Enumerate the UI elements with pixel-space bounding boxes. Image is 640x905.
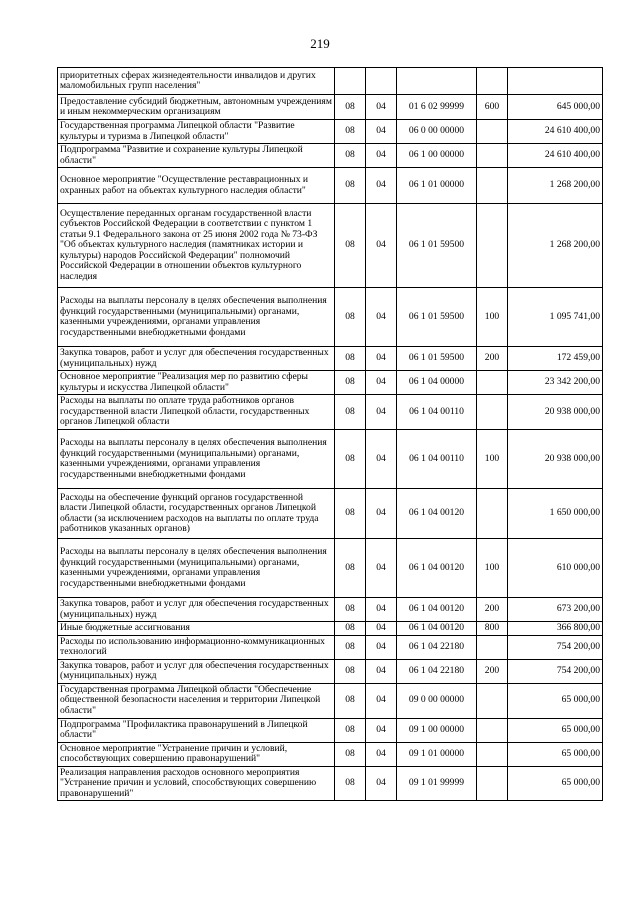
row-expense-type-cell: 800 [477, 622, 508, 636]
row-section-cell: 08 [335, 635, 366, 659]
row-section-cell: 08 [335, 598, 366, 622]
row-amount-cell: 20 938 000,00 [508, 395, 603, 430]
row-amount-cell: 1 095 741,00 [508, 288, 603, 347]
row-expense-type-cell [477, 742, 508, 766]
row-target-article-cell [397, 68, 477, 95]
row-amount-cell: 754 200,00 [508, 635, 603, 659]
row-target-article-cell: 06 1 04 00000 [397, 371, 477, 395]
row-name-cell: Расходы на обеспечение функций органов государственной власти Липецкой области, государственных органов Липецкой области (за исключением расходов на выплаты по оплате труда работников указанных органов) [58, 489, 335, 539]
table-row [58, 622, 603, 636]
row-subsection-cell: 04 [366, 683, 397, 718]
row-name-cell: приоритетных сферах жизнедеятельности инвалидов и других маломобильных групп населения" [58, 68, 335, 95]
row-target-article-cell: 09 1 01 00000 [397, 742, 477, 766]
row-amount-cell: 65 000,00 [508, 742, 603, 766]
table-row [58, 598, 603, 622]
row-expense-type-cell [477, 144, 508, 168]
row-subsection-cell: 04 [366, 288, 397, 347]
row-amount-cell: 65 000,00 [508, 718, 603, 742]
row-subsection-cell: 04 [366, 489, 397, 539]
row-amount-cell: 1 268 200,00 [508, 168, 603, 204]
row-name-cell: Расходы на выплаты по оплате труда работников органов государственной власти Липецкой области, государственных органов Липецкой области [58, 395, 335, 430]
row-name-cell: Расходы по использованию информационно-коммуникационных технологий [58, 635, 335, 659]
row-expense-type-cell: 600 [477, 95, 508, 120]
row-expense-type-cell: 200 [477, 598, 508, 622]
row-target-article-cell: 06 1 01 59500 [397, 288, 477, 347]
row-amount-cell: 1 268 200,00 [508, 204, 603, 288]
row-section-cell: 08 [335, 718, 366, 742]
row-expense-type-cell [477, 489, 508, 539]
table-row [58, 204, 603, 288]
row-subsection-cell: 04 [366, 598, 397, 622]
row-target-article-cell: 06 1 04 00110 [397, 395, 477, 430]
row-section-cell: 08 [335, 395, 366, 430]
row-subsection-cell: 04 [366, 718, 397, 742]
row-section-cell: 08 [335, 430, 366, 489]
row-name-cell: Расходы на выплаты персоналу в целях обеспечения выполнения функций государственными (муниципальными) органами, казенными учреждениями, органами управления государственными внебюджетными фондами [58, 430, 335, 489]
row-name-cell: Государственная программа Липецкой области "Развитие культуры и туризма в Липецкой области" [58, 120, 335, 144]
budget-table [57, 67, 603, 801]
table-row [58, 371, 603, 395]
table-row [58, 288, 603, 347]
table-row [58, 95, 603, 120]
row-subsection-cell: 04 [366, 766, 397, 801]
row-subsection-cell: 04 [366, 395, 397, 430]
row-name-cell: Государственная программа Липецкой области "Обеспечение общественной безопасности населения и территории Липецкой области" [58, 683, 335, 718]
row-subsection-cell: 04 [366, 742, 397, 766]
row-target-article-cell: 06 1 00 00000 [397, 144, 477, 168]
table-row [58, 144, 603, 168]
row-name-cell: Основное мероприятие "Устранение причин и условий, способствующих совершению правонарушений" [58, 742, 335, 766]
row-section-cell [335, 68, 366, 95]
table-row [58, 635, 603, 659]
row-expense-type-cell: 100 [477, 288, 508, 347]
row-section-cell: 08 [335, 766, 366, 801]
table-row [58, 683, 603, 718]
row-name-cell: Основное мероприятие "Осуществление реставрационных и охранных работ на объектах культурного наследия области" [58, 168, 335, 204]
row-expense-type-cell: 100 [477, 539, 508, 598]
row-section-cell: 08 [335, 120, 366, 144]
row-section-cell: 08 [335, 489, 366, 539]
row-expense-type-cell: 200 [477, 659, 508, 683]
row-section-cell: 08 [335, 371, 366, 395]
row-subsection-cell: 04 [366, 95, 397, 120]
row-section-cell: 08 [335, 144, 366, 168]
row-name-cell: Предоставление субсидий бюджетным, автономным учреждениям и иным некоммерческим организациям [58, 95, 335, 120]
row-amount-cell: 366 800,00 [508, 622, 603, 636]
row-section-cell: 08 [335, 95, 366, 120]
row-expense-type-cell [477, 718, 508, 742]
row-amount-cell: 20 938 000,00 [508, 430, 603, 489]
table-row [58, 742, 603, 766]
row-target-article-cell: 06 1 01 00000 [397, 168, 477, 204]
row-amount-cell: 645 000,00 [508, 95, 603, 120]
row-amount-cell: 24 610 400,00 [508, 120, 603, 144]
table-row [58, 68, 603, 95]
row-name-cell: Осуществление переданных органам государственной власти субъектов Российской Федерации в соответствии с пунктом 1 статьи 9.1 Федерального закона от 25 июня 2002 года № 73-ФЗ "Об объектах культурного наследия (памятниках истории и культуры) народов Российской Федерации" полномочий Российской Федерации в отношении объектов культурного наследия [58, 204, 335, 288]
table-row [58, 718, 603, 742]
table-row [58, 395, 603, 430]
row-target-article-cell: 01 6 02 99999 [397, 95, 477, 120]
row-amount-cell [508, 68, 603, 95]
row-target-article-cell: 09 1 01 99999 [397, 766, 477, 801]
row-name-cell: Иные бюджетные ассигнования [58, 622, 335, 636]
row-amount-cell: 172 459,00 [508, 347, 603, 371]
row-name-cell: Подпрограмма "Профилактика правонарушений в Липецкой области" [58, 718, 335, 742]
row-name-cell: Основное мероприятие "Реализация мер по развитию сферы культуры и искусства Липецкой области" [58, 371, 335, 395]
page-number: 219 [310, 36, 330, 51]
row-section-cell: 08 [335, 204, 366, 288]
row-section-cell: 08 [335, 659, 366, 683]
row-target-article-cell: 06 1 01 59500 [397, 347, 477, 371]
row-name-cell: Закупка товаров, работ и услуг для обеспечения государственных (муниципальных) нужд [58, 598, 335, 622]
row-subsection-cell: 04 [366, 622, 397, 636]
table-row [58, 539, 603, 598]
row-target-article-cell: 06 1 04 22180 [397, 659, 477, 683]
row-amount-cell: 754 200,00 [508, 659, 603, 683]
row-expense-type-cell [477, 168, 508, 204]
row-subsection-cell: 04 [366, 371, 397, 395]
row-expense-type-cell [477, 766, 508, 801]
row-amount-cell: 65 000,00 [508, 683, 603, 718]
table-row [58, 430, 603, 489]
row-amount-cell: 1 650 000,00 [508, 489, 603, 539]
row-name-cell: Закупка товаров, работ и услуг для обеспечения государственных (муниципальных) нужд [58, 347, 335, 371]
row-amount-cell: 23 342 200,00 [508, 371, 603, 395]
row-name-cell: Закупка товаров, работ и услуг для обеспечения государственных (муниципальных) нужд [58, 659, 335, 683]
row-amount-cell: 610 000,00 [508, 539, 603, 598]
row-name-cell: Расходы на выплаты персоналу в целях обеспечения выполнения функций государственными (муниципальными) органами, казенными учреждениями, органами управления государственными внебюджетными фондами [58, 539, 335, 598]
row-subsection-cell: 04 [366, 120, 397, 144]
row-target-article-cell: 09 0 00 00000 [397, 683, 477, 718]
row-amount-cell: 24 610 400,00 [508, 144, 603, 168]
table-row [58, 120, 603, 144]
row-amount-cell: 65 000,00 [508, 766, 603, 801]
row-subsection-cell: 04 [366, 539, 397, 598]
row-target-article-cell: 06 1 04 00120 [397, 598, 477, 622]
row-name-cell: Расходы на выплаты персоналу в целях обеспечения выполнения функций государственными (муниципальными) органами, казенными учреждениями, органами управления государственными внебюджетными фондами [58, 288, 335, 347]
row-amount-cell: 673 200,00 [508, 598, 603, 622]
row-expense-type-cell [477, 371, 508, 395]
row-expense-type-cell [477, 683, 508, 718]
row-section-cell: 08 [335, 168, 366, 204]
row-expense-type-cell [477, 120, 508, 144]
row-target-article-cell: 06 1 04 00120 [397, 622, 477, 636]
row-subsection-cell: 04 [366, 659, 397, 683]
row-expense-type-cell [477, 395, 508, 430]
table-row [58, 659, 603, 683]
row-subsection-cell: 04 [366, 144, 397, 168]
row-name-cell: Реализация направления расходов основного мероприятия "Устранение причин и условий, способствующих совершению правонарушений" [58, 766, 335, 801]
table-row [58, 489, 603, 539]
row-subsection-cell: 04 [366, 168, 397, 204]
row-subsection-cell: 04 [366, 430, 397, 489]
table-row [58, 347, 603, 371]
row-subsection-cell: 04 [366, 347, 397, 371]
row-section-cell: 08 [335, 347, 366, 371]
row-section-cell: 08 [335, 288, 366, 347]
row-target-article-cell: 06 1 04 00120 [397, 539, 477, 598]
table-row [58, 766, 603, 801]
row-expense-type-cell [477, 635, 508, 659]
row-section-cell: 08 [335, 539, 366, 598]
table-row [58, 168, 603, 204]
row-expense-type-cell [477, 68, 508, 95]
row-target-article-cell: 09 1 00 00000 [397, 718, 477, 742]
row-section-cell: 08 [335, 683, 366, 718]
row-subsection-cell: 04 [366, 635, 397, 659]
row-target-article-cell: 06 1 04 00120 [397, 489, 477, 539]
row-expense-type-cell: 200 [477, 347, 508, 371]
row-section-cell: 08 [335, 622, 366, 636]
row-target-article-cell: 06 1 04 22180 [397, 635, 477, 659]
row-expense-type-cell [477, 204, 508, 288]
row-target-article-cell: 06 0 00 00000 [397, 120, 477, 144]
row-subsection-cell: 04 [366, 204, 397, 288]
row-section-cell: 08 [335, 742, 366, 766]
row-name-cell: Подпрограмма "Развитие и сохранение культуры Липецкой области" [58, 144, 335, 168]
row-target-article-cell: 06 1 04 00110 [397, 430, 477, 489]
row-subsection-cell [366, 68, 397, 95]
row-target-article-cell: 06 1 01 59500 [397, 204, 477, 288]
row-expense-type-cell: 100 [477, 430, 508, 489]
